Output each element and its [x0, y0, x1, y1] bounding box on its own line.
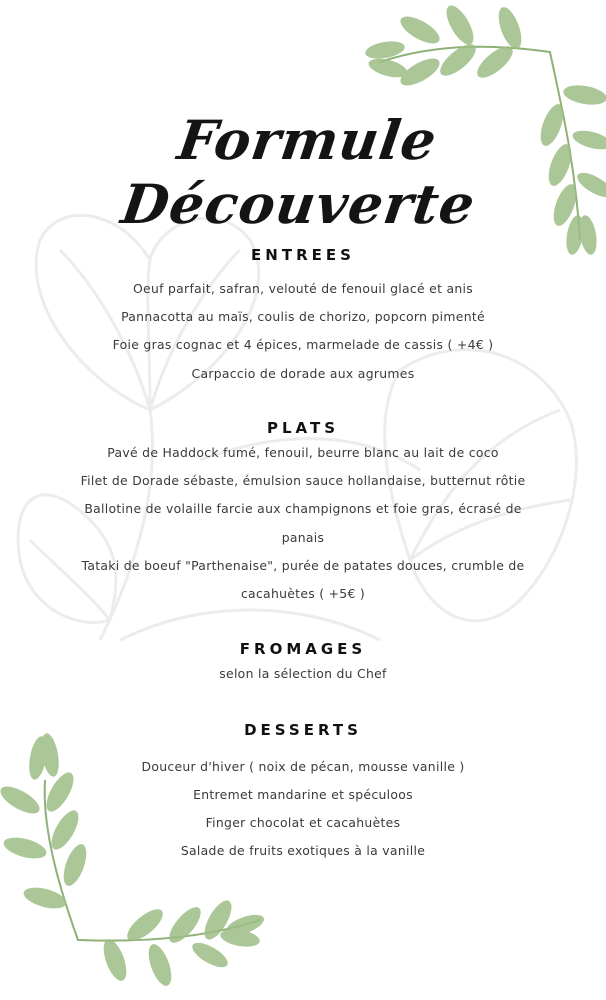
- menu-item: Filet de Dorade sébaste, émulsion sauce hollandaise, butternut rôtie: [80, 473, 526, 488]
- section-heading-entrees: ENTREES: [251, 246, 355, 264]
- section-heading-plats: PLATS: [266, 419, 340, 437]
- menu-item: Entremet mandarine et spéculoos: [193, 787, 413, 802]
- menu-item: Pannacotta au maïs, coulis de chorizo, popcorn pimenté: [121, 309, 485, 324]
- menu-item: Ballotine de volaille farcie aux champignons et foie gras, écrasé de: [84, 501, 522, 516]
- menu-item: Salade de fruits exotiques à la vanille: [180, 843, 426, 858]
- menu-item: panais: [281, 530, 325, 545]
- menu-title: Formule Découverte: [117, 108, 480, 236]
- menu-item: selon la sélection du Chef: [219, 666, 387, 681]
- menu-item: Pavé de Haddock fumé, fenouil, beurre blanc au lait de coco: [107, 445, 499, 460]
- menu-item: Oeuf parfait, safran, velouté de fenouil glacé et anis: [132, 281, 474, 296]
- menu-item: cacahuètes ( +5€ ): [240, 586, 366, 601]
- section-heading-fromages: FROMAGES: [239, 640, 367, 658]
- menu-item: Douceur d'hiver ( noix de pécan, mousse vanille ): [141, 759, 465, 774]
- menu-item: Foie gras cognac et 4 épices, marmelade de cassis ( +4€ ): [112, 337, 494, 352]
- menu-item: Carpaccio de dorade aux agrumes: [191, 366, 415, 381]
- menu-item: Tataki de boeuf "Parthenaise", purée de patates douces, crumble de: [81, 558, 525, 573]
- section-heading-desserts: DESSERTS: [244, 721, 362, 739]
- menu-item: Finger chocolat et cacahuètes: [205, 815, 401, 830]
